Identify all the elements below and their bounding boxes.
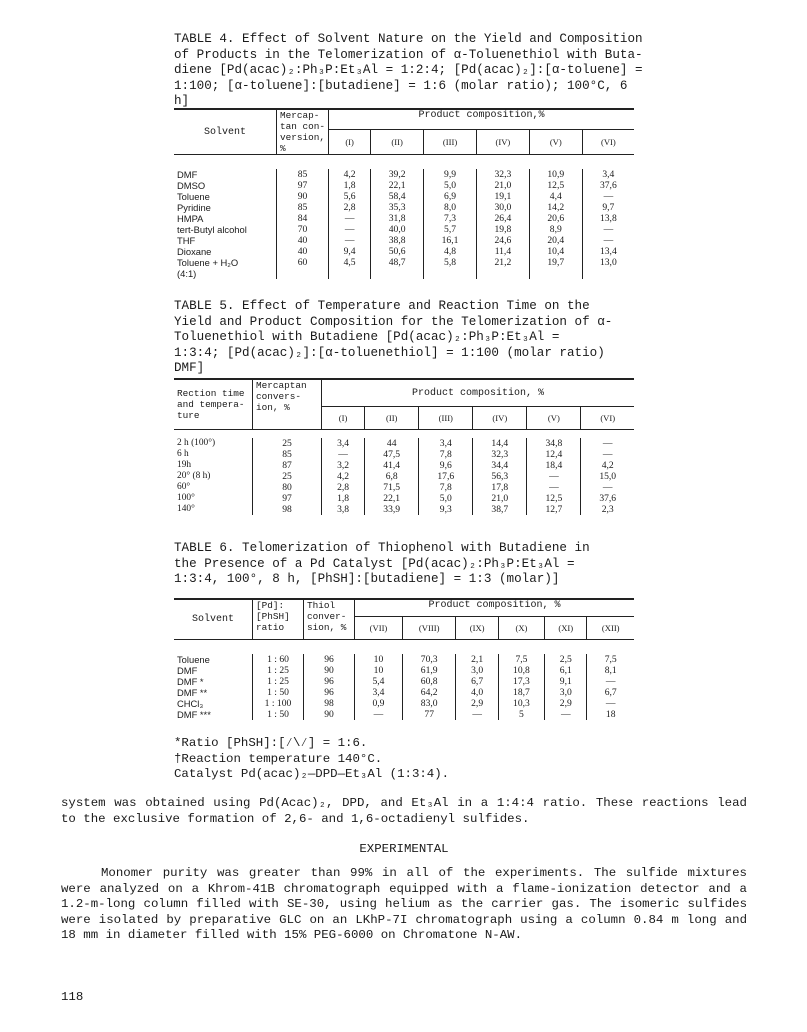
table5-caption: TABLE 5. Effect of Temperature and Reaction Time on the Yield and Product Composition for the Telomerization of α- Toluenethiol with Butadiene [Pd(acac)₂:Ph₃P:Et₃Al = 1:3:4; [Pd(acac)₂]:[α-toluenethiol] = 1:100 (molar ratio) DMF] [174, 299, 613, 375]
table6 [174, 598, 634, 720]
table5-col-6: (VI) [581, 407, 634, 430]
table4-caption: TABLE 4. Effect of Solvent Nature on the Yield and Composition of Products in the Telomerization of α-Toluenethiol with Buta- diene [Pd(acac)₂:Ph₃P:Et₃Al = 1:2:4; [Pd(acac)₂]:[α-toluene] = 1:100; [α-toluene]:[butadiene] = 1:6 (molar ratio); 100°C, 6 h] [174, 32, 643, 108]
table5-value-column-2: 44 47,5 41,4 6,8 71,5 22,1 33,9 [365, 438, 419, 515]
table5-value-column-4: 14,4 32,3 34,4 56,3 17,8 21,0 38,7 [473, 438, 527, 515]
body-paragraph-2: Monomer purity was greater than 99% in all of the experiments. The sulfide mixtures were analyzed on a Khrom-41B chromatograph equipped with a flame-ionization detector and a 1.2-m-long column filled with SE-30, using helium as the carrier gas. The isomeric sulfides were isolated by preparative GLC on an LKhP-7I chromatograph using a column 0.84 m long and 18 mm in diameter filled with 15% PEG-6000 on Chromatone N-AW. [61, 866, 747, 943]
table6-value-column-6: 7,5 8,1 — 6,7 — 18 [587, 654, 634, 720]
table6-caption: TABLE 6. Telomerization of Thiophenol with Butadiene in the Presence of a Pd Catalyst [Pd(acac)₂:Ph₃P:Et₃Al = 1:3:4, 100°, 8 h, [PhSH]:[butadiene] = 1:3 (molar)] [174, 541, 590, 586]
table4 [174, 108, 634, 279]
table5-value-column-1: 3,4 — 3,2 4,2 2,8 1,8 3,8 [322, 438, 365, 515]
table4-col-3: (III) [424, 130, 477, 155]
table6-col-6: (XII) [587, 617, 634, 640]
table5-header-time: Rection time and tempera- ture [174, 379, 253, 430]
table4-value-column-5: 10,9 12,5 4,4 14,2 20,6 8,9 20,4 10,4 19,7 [529, 169, 582, 279]
table4-header-conversion: Mercap- tan con- version, % [277, 109, 329, 155]
table4-conversion-column: 85 97 90 85 84 70 40 40 60 [277, 169, 329, 279]
table4-header-composition: Product composition,% [329, 109, 634, 130]
table6-col-5: (XI) [545, 617, 587, 640]
table6-value-column-3: 2,1 3,0 6,7 4,0 2,9 — [456, 654, 498, 720]
table5-conversion-column: 25 85 87 25 80 97 98 [253, 438, 322, 515]
table6-header-conversion: Thiol conver- sion, % [304, 599, 355, 640]
table4-solvent-column: DMF DMSO Toluene Pyridine HMPA tert-Butyl alcohol THF Dioxane Toluene + H₂O (4:1) [177, 169, 247, 279]
table5-col-5: (V) [527, 407, 581, 430]
table6-col-1: (VII) [355, 617, 403, 640]
table5-col-4: (IV) [473, 407, 527, 430]
table4-value-column-2: 39,2 22,1 58,4 35,3 31,8 40,0 38,8 50,6 48,7 [371, 169, 424, 279]
page-number: 118 [61, 990, 84, 1004]
table6-footnotes: *Ratio [PhSH]:[⁄\⁄] = 1:6. †Reaction temperature 140°C. Catalyst Pd(acac)₂—DPD—Et₃Al (1:3:4). [174, 736, 450, 781]
table4-col-2: (II) [371, 130, 424, 155]
table6-value-column-1: 10 10 5,4 3,4 0,9 — [355, 654, 403, 720]
table5-value-column-6: — — 4,2 15,0 — 37,6 2,3 [581, 438, 634, 515]
table4-value-column-1: 4,2 1,8 5,6 2,8 — — — 9,4 4,5 [329, 169, 371, 279]
table6-value-column-2: 70,3 61,9 60,8 64,2 83,0 77 [402, 654, 456, 720]
table5-header-composition: Product composition, % [322, 379, 635, 407]
table6-header-solvent: Solvent [174, 599, 253, 640]
table5-header-conversion: Mercaptan convers- ion, % [253, 379, 322, 430]
table6-solvent-column: Toluene DMF DMF * DMF ** CHCl₃ DMF *** [177, 654, 211, 720]
table5-col-1: (I) [322, 407, 365, 430]
table5 [174, 378, 634, 515]
table5-value-column-3: 3,4 7,8 9,6 17,6 7,8 5,0 9,3 [419, 438, 473, 515]
table6-col-3: (IX) [456, 617, 498, 640]
table4-value-column-4: 32,3 21,0 19,1 30,0 26,4 19,8 24,6 11,4 21,2 [476, 169, 529, 279]
table5-value-column-5: 34,8 12,4 18,4 — — 12,5 12,7 [527, 438, 581, 515]
table6-header-ratio: [Pd]: [PhSH] ratio [253, 599, 304, 640]
table6-header-composition: Product composition, % [355, 599, 635, 617]
table6-value-column-5: 2,5 6,1 9,1 3,0 2,9 — [545, 654, 587, 720]
table4-col-4: (IV) [476, 130, 529, 155]
table4-value-column-3: 9,9 5,0 6,9 8,0 7,3 5,7 16,1 4,8 5,8 [424, 169, 477, 279]
table5-col-2: (II) [365, 407, 419, 430]
table6-value-column-4: 7,5 10,8 17,3 18,7 10,3 5 [498, 654, 544, 720]
table4-col-6: (VI) [582, 130, 634, 155]
table4-col-5: (V) [529, 130, 582, 155]
table4-value-column-6: 3,4 37,6 — 9,7 13,8 — — 13,4 13,0 [582, 169, 634, 279]
table5-col-3: (III) [419, 407, 473, 430]
table6-conversion-column: 96 90 96 96 98 90 [304, 654, 355, 720]
table4-col-1: (I) [329, 130, 371, 155]
table6-ratio-column: 1 : 60 1 : 25 1 : 25 1 : 50 1 : 100 1 : 50 [253, 654, 304, 720]
table5-time-column: 2 h (100°) 6 h 19h 20° (8 h) 60° 100° 140° [177, 438, 216, 514]
table6-col-2: (VIII) [402, 617, 456, 640]
body-paragraph-1: system was obtained using Pd(Acac)₂, DPD, and Et₃Al in a 1:4:4 ratio. These reactions lead to the exclusive formation of 2,6- and 1,6-octadienyl sulfides. [61, 796, 747, 826]
section-heading-experimental: EXPERIMENTAL [359, 842, 449, 856]
table6-col-4: (X) [498, 617, 544, 640]
table4-header-solvent: Solvent [174, 109, 277, 155]
